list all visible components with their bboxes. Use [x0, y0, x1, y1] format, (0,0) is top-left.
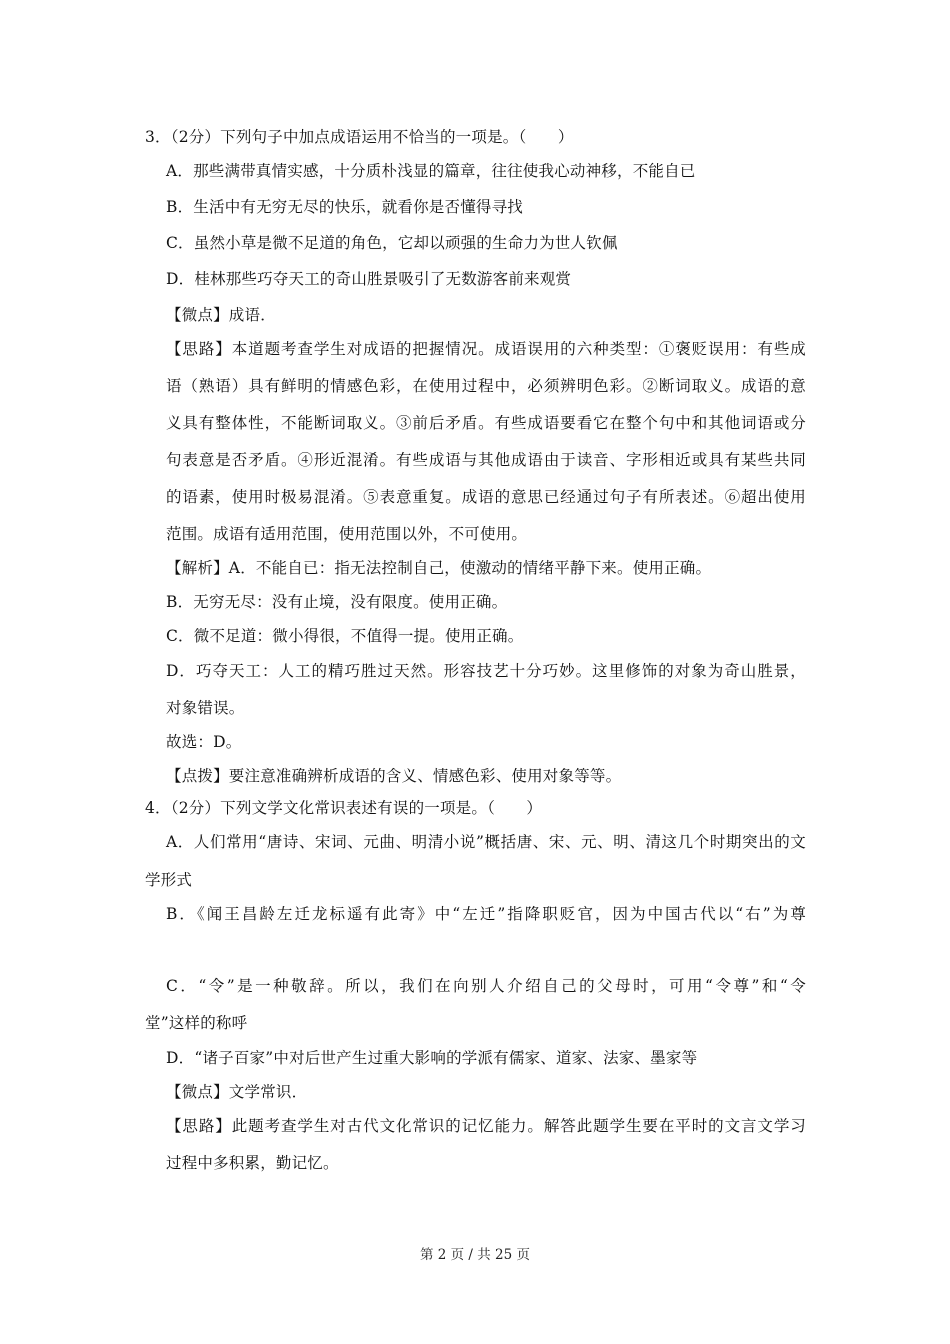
q4-point: 【微点】文学常识． — [166, 1083, 308, 1101]
q3-analysis-line: 【思路】本道题考查学生对成语的把握情况。成语误用的六种类型：①褒贬误用：有些成 — [166, 340, 806, 358]
q4-option-c-cont: 堂”这样的称呼 — [145, 1014, 248, 1032]
q4-analysis-line: 【思路】此题考查学生对古代文化常识的记忆能力。解答此题学生要在平时的文言文学习 — [166, 1117, 806, 1135]
q4-option-d: D．“诸子百家”中对后世产生过重大影响的学派有儒家、道家、法家、墨家等 — [166, 1049, 698, 1067]
q3-solution-line: 对象错误。 — [166, 699, 245, 717]
q3-analysis-line: 语（熟语）具有鲜明的情感色彩，在使用过程中，必须辨明色彩。②断词取义。成语的意 — [166, 377, 806, 395]
q3-analysis-line: 范围。成语有适用范围，使用范围以外，不可使用。 — [166, 525, 528, 543]
q3-option-b: B．生活中有无穷无尽的快乐，就看你是否懂得寻找 — [166, 198, 523, 216]
q4-option-c: C．“令”是一种敬辞。所以，我们在向别人介绍自己的父母时，可用“令尊”和“令 — [166, 977, 806, 995]
q3-answer: 故选：D。 — [166, 733, 242, 751]
q4-stem: 4．（2分）下列文学文化常识表述有误的一项是。（ ） — [145, 799, 543, 817]
q3-solution-line: C．微不足道：微小得很，不值得一提。使用正确。 — [166, 627, 524, 645]
q3-analysis-line: 义具有整体性，不能断词取义。③前后矛盾。有些成语要看它在整个句中和其他词语或分 — [166, 414, 806, 432]
q3-stem: 3．（2分）下列句子中加点成语运用不恰当的一项是。（ ） — [145, 128, 574, 146]
q3-solution-line: 【解析】A．不能自已：指无法控制自己，使激动的情绪平静下来。使用正确。 — [166, 559, 712, 577]
q3-analysis-line: 句表意是否矛盾。④形近混淆。有些成语与其他成语由于读音、字形相近或具有某些共同 — [166, 451, 806, 469]
page-footer: 第 2 页 / 共 25 页 — [419, 1247, 531, 1263]
q4-option-b: B．《闻王昌龄左迁龙标遥有此寄》中“左迁”指降职贬官，因为中国古代以“右”为尊 — [166, 905, 806, 923]
q4-option-a-cont: 学形式 — [145, 871, 193, 889]
q3-option-a: A．那些满带真情实感，十分质朴浅显的篇章，往往使我心动神移，不能自已 — [166, 162, 696, 180]
q3-option-d: D．桂林那些巧夺天工的奇山胜景吸引了无数游客前来观赏 — [166, 270, 572, 288]
q3-comment: 【点拨】要注意准确辨析成语的含义、情感色彩、使用对象等等。 — [166, 767, 622, 785]
q4-option-a: A．人们常用“唐诗、宋词、元曲、明清小说”概括唐、宋、元、明、清这几个时期突出的文 — [166, 833, 806, 851]
q4-analysis-line: 过程中多积累，勤记忆。 — [166, 1154, 339, 1172]
q3-solution-line: D．巧夺天工：人工的精巧胜过天然。形容技艺十分巧妙。这里修饰的对象为奇山胜景， — [166, 662, 806, 680]
q3-analysis-line: 的语素，使用时极易混淆。⑤表意重复。成语的意思已经通过句子有所表述。⑥超出使用 — [166, 488, 806, 506]
q3-solution-line: B．无穷无尽：没有止境，没有限度。使用正确。 — [166, 593, 508, 611]
q3-point: 【微点】成语． — [166, 306, 276, 324]
q3-option-c: C．虽然小草是微不足道的角色，它却以顽强的生命力为世人钦佩 — [166, 234, 618, 252]
